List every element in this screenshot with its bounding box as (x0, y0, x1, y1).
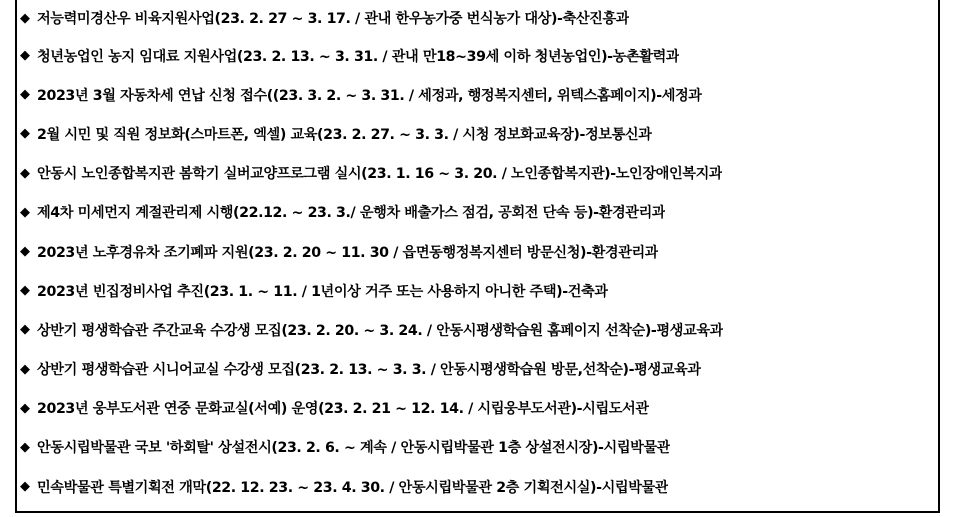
diamond-bullet-icon: ◆ (20, 400, 30, 416)
notice-item[interactable] (20, 0, 936, 36)
notice-item[interactable] (20, 350, 936, 389)
notice-item-text: 민속박물관 특별기획전 개막(22. 12. 23. ~ 23. 4. 30. / 안동시립박물관 2층 기획전시실)-시립박물관 (37, 479, 669, 496)
diamond-bullet-icon: ◆ (20, 361, 30, 377)
diamond-bullet-icon: ◆ (20, 87, 30, 103)
notice-item-text: 상반기 평생학습관 시니어교실 수강생 모집(23. 2. 13. ~ 3. 3. / 안동시평생학습원 방문,선착순)-평생교육과 (37, 362, 701, 379)
diamond-bullet-icon: ◆ (20, 244, 30, 260)
notice-list (20, 0, 936, 506)
notice-item-text: 2023년 빈집정비사업 추진(23. 1. ~ 11. / 1년이상 거주 또는 사용하지 아니한 주택)-건축과 (37, 283, 608, 300)
diamond-bullet-icon: ◆ (20, 283, 30, 299)
notice-item-text: 안동시립박물관 국보 '하회탈' 상설전시(23. 2. 6. ~ 계속 / 안동시립박물관 1층 상설전시장)-시립박물관 (37, 440, 671, 457)
diamond-bullet-icon: ◆ (20, 48, 30, 64)
diamond-bullet-icon: ◆ (20, 322, 30, 338)
notice-item-text: 제4차 미세먼지 계절관리제 시행(22.12. ~ 23. 3./ 운행차 배출가스 점검, 공회전 단속 등)-환경관리과 (37, 205, 666, 222)
diamond-bullet-icon: ◆ (20, 204, 30, 220)
diamond-bullet-icon: ◆ (20, 126, 30, 142)
notice-item-text: 2023년 웅부도서관 연중 문화교실(서예) 운영(23. 2. 21 ~ 12. 14. / 시립웅부도서관)-시립도서관 (37, 401, 649, 418)
diamond-bullet-icon: ◆ (20, 439, 30, 455)
notice-item-text: 청년농업인 농지 임대료 지원사업(23. 2. 13. ~ 3. 31. / 관내 만18~39세 이하 청년농업인)-농촌활력과 (37, 48, 680, 65)
notice-item[interactable] (20, 232, 936, 271)
notice-item[interactable] (20, 389, 936, 428)
notice-item-text: 2023년 노후경유차 조기폐파 지원(23. 2. 20 ~ 11. 30 / 읍면동행정복지센터 방문신청)-환경관리과 (37, 244, 659, 261)
notice-item[interactable] (20, 467, 936, 506)
notice-item-text: 상반기 평생학습관 주간교육 수강생 모집(23. 2. 20. ~ 3. 24. / 안동시평생학습원 홈페이지 선착순)-평생교육과 (37, 322, 723, 339)
notice-item[interactable] (20, 114, 936, 153)
notice-item[interactable] (20, 193, 936, 232)
notice-item-text: 안동시 노인종합복지관 봄학기 실버교양프로그램 실시(23. 1. 16 ~ 3. 20. / 노인종합복지관)-노인장애인복지과 (37, 166, 723, 183)
notice-item-text: 저능력미경산우 비육지원사업(23. 2. 27 ~ 3. 17. / 관내 한우농가중 번식농가 대상)-축산진흥과 (37, 11, 630, 27)
diamond-bullet-icon: ◆ (20, 165, 30, 181)
diamond-bullet-icon: ◆ (20, 479, 30, 495)
notice-item[interactable] (20, 428, 936, 467)
notice-item[interactable] (20, 271, 936, 310)
diamond-bullet-icon: ◆ (20, 10, 30, 26)
notice-item[interactable] (20, 75, 936, 114)
notice-item[interactable] (20, 310, 936, 349)
notice-item[interactable] (20, 154, 936, 193)
notice-item[interactable] (20, 36, 936, 75)
notice-item-text: 2023년 3월 자동차세 연납 신청 접수((23. 3. 2. ~ 3. 31. / 세정과, 행정복지센터, 위텍스홈페이지)-세정과 (37, 87, 702, 104)
notice-item-text: 2월 시민 및 직원 정보화(스마트폰, 엑셀) 교육(23. 2. 27. ~ 3. 3. / 시청 정보화교육장)-정보통신과 (37, 126, 652, 143)
notice-frame (15, 0, 940, 513)
